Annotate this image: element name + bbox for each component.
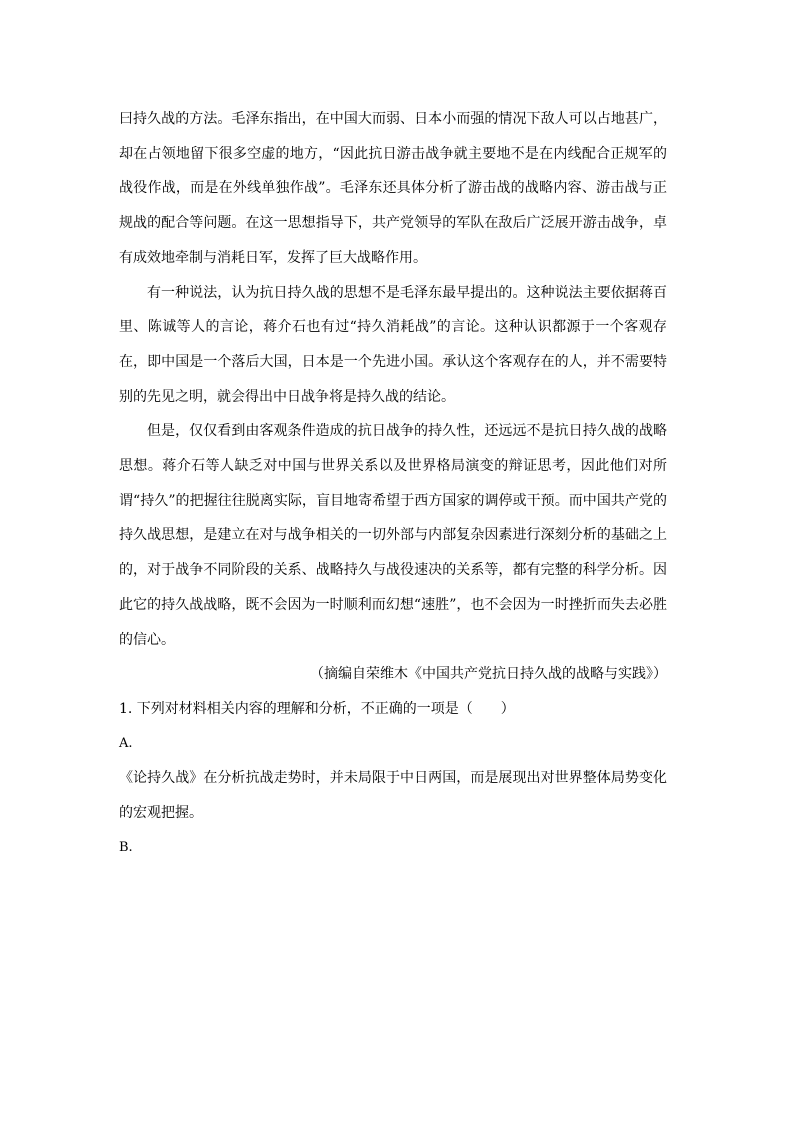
- document-page: [119, 102, 667, 865]
- option-b-letter: B.: [119, 839, 133, 855]
- question-stem: 1. 下列对材料相关内容的理解和分析，不正确的一项是（ ）: [119, 700, 515, 717]
- paragraph-1: 曰持久战的方法。毛泽东指出，在中国大而弱、日本小而强的情况下敌人可以占地甚广，却在占领地留下很多空虚的地方，“因此抗日游击战争就主要地不是在内线配合正规军的战役作战，而是在外线单独作战”。毛泽东还具体分析了游击战的战略内容、游击战与正规战的配合等问题。在这一思想指导下，共产党领导的军队在敌后广泛展开游击战争，卓有成效地牵制与消耗日军，发挥了巨大战略作用。: [119, 111, 667, 266]
- option-a-text: 《论持久战》在分析抗战走势时，并未局限于中日两国，而是展现出对世界整体局势变化的宏观把握。: [119, 770, 667, 822]
- source-citation: （摘编自荣维木《中国共产党抗日持久战的战略与实践》）: [310, 666, 667, 683]
- paragraph-3: 但是，仅仅看到由客观条件造成的抗日战争的持久性，还远远不是抗日持久战的战略思想。蒋介石等人缺乏对中国与世界关系以及世界格局演变的辩证思考，因此他们对所谓“持久”的把握往往脱离实际，盲目地寄希望于西方国家的调停或干预。而中国共产党的持久战思想，是建立在对与战争相关的一切外部与内部复杂因素进行深刻分析的基础之上的，对于战争不同阶段的关系、战略持久与战役速决的关系等，都有完整的科学分析。因此它的持久战战略，既不会因为一时顺利而幻想“速胜”，也不会因为一时挫折而失去必胜的信心。: [119, 423, 667, 648]
- option-a-letter: A.: [119, 735, 133, 751]
- paragraph-2: 有一种说法，认为抗日持久战的思想不是毛泽东最早提出的。这种说法主要依据蒋百里、陈诚等人的言论，蒋介石也有过“持久消耗战”的言论。这种认识都源于一个客观存在，即中国是一个落后大国，日本是一个先进小国。承认这个客观存在的人，并不需要特别的先见之明，就会得出中日战争将是持久战的结论。: [119, 284, 667, 405]
